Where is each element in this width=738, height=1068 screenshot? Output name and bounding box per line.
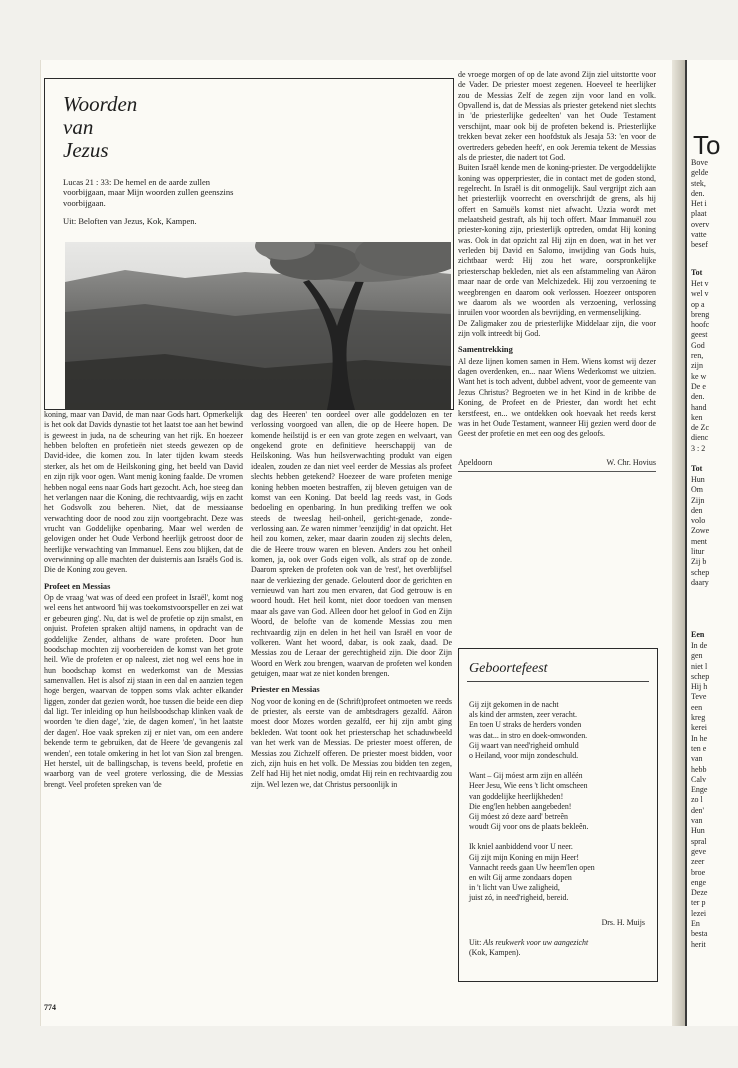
paragraph: De Zaligmaker zou de priesterlijke Middelaar zijn, die voor zijn volk intreedt bij God.	[458, 318, 656, 338]
stanza	[469, 842, 649, 903]
paragraph: dag des Heeren' ten oordeel over alle goddelozen en ter verlossing voorgoed van allen, die op de Heere hopen. De komende heilstijd is er een van grote zegen en welvaart, van ongekend grote en definitieve heerschappij van de Heilskoning. Was hun heilsverwachting produkt van eigen idealen, zouden ze dan niet veel eerder de Messias als profeet slechts hebben getekend? Hoezeer de ware profeten menige koning hebben moeten bestraffen, zij bleven getuigen van de komst van een Koning. Dat beeld lag reeds vast, in Gods bedoeling en openbaring. In hun prediking treffen we ook steeds de tweeslag heil-onheil, gericht-genade, zonde-verlossing aan. Ze waren nimmer 'eenzijdig' in dat opzicht. Het heil zou komen, zeker, maar daarin zouden zij slechts delen, die de Heere trouw waren en bleven. Anders zou het onheil komen, ja, ook over Gods eigen volk, als straf op de zonde. Daarom spreken de profeten ook van de 'rest', het overblijfsel naar de verkiezing der genade. Gelouterd door de gerichten en vernieuwd van hart zou men ervaren, dat God getrouw is en woord houdt. Het heil komt, niet door toedoen van mensen maar als gave van God. Alleen door het geloof in God en Zijn Woord, de belofte van de komende Messias zou men rechtvaardig zijn en delen in het heil van Israël en voor de volkeren. Want het woord, dabar, is ook zaak, daad. De Messias zou de Leraar der gerechtigheid zijn. Die door Zijn Woord en Werk zou brengen, waarvan de profeten wel konden getuigen, maar wat ze niet konden brengen.	[251, 410, 452, 678]
page-number: 774	[44, 1003, 56, 1012]
right-text-block	[691, 475, 709, 588]
right-text-line: wel v	[691, 289, 709, 299]
place: Apeldoorn	[458, 457, 493, 467]
right-subheading: Een	[691, 630, 705, 639]
poem-box	[458, 648, 658, 982]
stanza	[469, 700, 649, 761]
right-text-line: gen	[691, 651, 703, 661]
right-text-line: den.	[691, 392, 705, 402]
right-text-line: lezei	[691, 908, 707, 918]
right-text-line: hand	[691, 402, 707, 412]
right-text-line: Teve	[691, 692, 707, 702]
right-text-line: schep	[691, 671, 710, 681]
poem-line: Vannacht reeds gaan Uw heem'len open	[469, 862, 595, 872]
right-text-line: Zijn	[691, 495, 705, 505]
signature-line	[458, 458, 656, 472]
right-text-line: litur	[691, 547, 705, 557]
divider	[467, 681, 649, 682]
poem-line: juist zó, in need'righeid, bereid.	[469, 893, 569, 903]
poem-body	[469, 700, 649, 958]
bible-quote	[63, 177, 247, 235]
right-text-line: schep	[691, 567, 710, 577]
ref-title: Als reukwerk voor uw aangezicht	[483, 937, 589, 947]
right-text-line: Om	[691, 485, 703, 495]
right-text-line: Calv	[691, 774, 707, 784]
poem-line: En toen U straks de herders vonden	[469, 720, 582, 730]
poem-line: Want – Gij móest arm zijn en alléén	[469, 771, 583, 781]
right-text-line: besta	[691, 929, 708, 939]
right-text-line: zijn	[691, 361, 703, 371]
article-title	[63, 93, 137, 162]
right-text-line: gelde	[691, 168, 709, 178]
right-text-line: ten e	[691, 743, 707, 753]
right-text-line: In de	[691, 641, 708, 650]
right-text-line: ment	[691, 536, 707, 546]
right-text-line: Hun	[691, 826, 705, 836]
right-text-line: hoofc	[691, 320, 710, 330]
stanza	[469, 771, 649, 832]
paragraph: Op de vraag 'wat was of deed een profeet in Israël', komt nog wel eens het antwoord 'hij was toekomstvoorspeller en zei wat er gebeuren ging'. Nu, dat is wel de profetie op zijn smalst, en onjuist. Profeten spraken altijd namens, in opdracht van de goddelijke Zender, althans de ware profeten. Door hun boodschap mochten zij voorbereiden de komst van het grote heil. Wie de profeten er op naleest, ziet nog wel eens hoe in hun boodschap komst en wederkomst van de Messias samenvallen. Het is alsof zij staan in een dal en aanzien tegen hoge bergen, waarvan de toppen soms vlak achter elkander liggen, zonder dat gezien wordt, hoe tussen die beide een diep dal ligt. Ter inleiding op hun heilsboodschap klinken vaak de woorden 'te dien dage', 'zie, de dagen komen', 'in het laatste der dagen'. Hoe vaak spreken zij er niet van, om een andere bekende term te gebruiken, dat de Heere 'de gevangenis zal wenden', een totale omkering in het lot van Sion zal brengen. Het herstel, uit de ballingschap, is tevens beeld, profetie en waarborg van de veel grotere verlossing, die de Messias brengt. Veel profeten spreken van 'de	[44, 593, 243, 789]
poem-reference	[469, 938, 649, 958]
page-gutter	[672, 60, 685, 1026]
right-text-line: een	[691, 702, 703, 712]
right-text-line: Enge	[691, 785, 708, 795]
section-heading: Samentrekking	[458, 345, 513, 355]
paragraph: de vroege morgen of op de late avond Zijn ziel uitstortte voor de Vader. De priester moest zegenen. Hoeveel te heerlijker zou de Messias Zelf de zegen zijn voor land en volk. Opvallend is, dat de Messias als priester getekend niet slechts in 'de priesterlijke gedeelten' van het Oude Testament verschijnt, maar ook bij de profeten bekend is. Priesterlijke trekken bevat zeker een hoofdstuk als Jesaja 53: 'en voor de overtreders gebeden heeft', en ook Jeremia tekent de Messias als de priester, die nadert tot God.	[458, 70, 656, 162]
right-text-line: dienc	[691, 433, 709, 443]
column-3	[458, 70, 656, 472]
right-text-line: broe	[691, 867, 706, 877]
ref-prefix: Uit:	[469, 937, 482, 947]
olive-tree-photo	[65, 242, 451, 410]
poem-line: Heer Jesu, Wie eens 't licht omscheen	[469, 781, 588, 791]
right-text-line: geve	[691, 846, 707, 856]
title-box	[44, 78, 454, 410]
right-text-line: herit	[691, 939, 706, 949]
right-text-line: kerei	[691, 723, 707, 733]
poem-title: Geboortefeest	[469, 661, 548, 676]
author: W. Chr. Hovius	[606, 457, 656, 467]
right-text-line: den.	[691, 188, 705, 198]
right-text-line: De e	[691, 381, 706, 391]
right-text-line: de Zc	[691, 423, 709, 433]
title-line: Jezus	[63, 138, 109, 162]
column-1	[44, 410, 243, 790]
right-text-line: Hij h	[691, 682, 708, 692]
poem-line: in 't licht van Uwe zaligheid,	[469, 883, 560, 893]
poem-line: Gij zijt mijn Koning en mijn Heer!	[469, 852, 580, 862]
right-text-line: daary	[691, 577, 709, 587]
right-text-line: overv	[691, 219, 710, 229]
right-text-line: God	[691, 340, 705, 350]
quote-text: Lucas 21 : 33: De hemel en de aarde zullen voorbijgaan, maar Mijn woorden zullen geenszins voorbijgaan.	[63, 177, 234, 208]
right-text-line: In he	[691, 733, 708, 743]
poem-author: Drs. H. Muijs	[601, 917, 645, 927]
right-text-line: Het i	[691, 199, 707, 209]
right-text-line: ke w	[691, 371, 707, 381]
column-2	[251, 410, 452, 790]
right-text-line: kreg	[691, 713, 706, 723]
right-text-line: ter p	[691, 898, 706, 908]
right-text-line: Zowe	[691, 526, 710, 536]
right-text-line: enge	[691, 877, 707, 887]
right-text-line: den	[691, 505, 703, 515]
right-text-line: van	[691, 816, 703, 826]
quote-source: Uit: Beloften van Jezus, Kok, Kampen.	[63, 216, 197, 227]
right-text-line: Bove	[691, 158, 708, 167]
right-text-line: den'	[691, 805, 704, 815]
section-heading: Profeet en Messias	[44, 581, 111, 591]
right-subheading: Tot	[691, 268, 703, 277]
section-heading: Priester en Messias	[251, 685, 320, 695]
right-text-line: ken	[691, 412, 703, 422]
right-text-block	[691, 279, 709, 454]
paragraph: Nog voor de koning en de (Schrift)profeet ontmoeten we reeds de priester, als eerste van de ambtsdragers gezalfd. Aäron moest door Mozes worden gezalfd, eer hij zijn ambt ging bekleden. Wat toont ook het priesterschap het schaduwbeeld van het werk van de Messias. De priester moest offeren, de Messias zou Zichzelf offeren. De priester moest bidden, voor zich, zijn huis en het volk. De Messias zou bidden ten zegen, Zelf had Hij het niet nodig, omdat Hij rein en rechtvaardig zou zijn. Wel lezen we, dat Christus persoonlijk in	[251, 696, 452, 789]
right-text-line: 3 : 2	[691, 443, 706, 453]
ref-publisher: (Kok, Kampen).	[469, 948, 521, 958]
right-subheading: Tot	[691, 464, 703, 473]
title-line: van	[63, 115, 94, 139]
right-text-line: stek,	[691, 178, 706, 188]
paragraph: Buiten Israël kende men de koning-priester. De vergoddelijkte koning was opperpriester, die in contact met de goden stond, regelrecht. In Israël is dit onmogelijk. Saul vergrijpt zich aan het priesterlijk voorrecht en overschrijdt de grens, als hij offert en Samuëls komst niet afwacht. Uzzia wordt met melaatsheid gestraft, als hij toch offert. Maar Immanuël zou priester-koning zijn, priesterlijk optreden, omdat Hij koning was. Ook in dat opzicht zal Hij zijn en doen, wat in het ver verleden bij David en Salomo, inwijding van Gods huis, zichtbaar werd: Hij zou het ware, oorspronkelijke priesterschap bekleden, niet als een afstammeling van Aäron maar naar de orde van Melchizedek. Hij zou verzoening te weegbrengen en daarom ook verlossen. Hoezeer ontsporen we daarom als we woorden als verzoening, verlossing inruilen voor woorden als bevrijding, en vermenselijking.	[458, 163, 656, 318]
right-page	[685, 60, 738, 1026]
right-text-line: op a	[691, 299, 705, 309]
right-text-line: Deze	[691, 888, 708, 898]
right-text-line: vatte	[691, 230, 707, 240]
right-text-line: zo l	[691, 795, 703, 805]
right-text-line: Het v	[691, 279, 709, 288]
poem-line: woudt Gij voor ons de plaats bekleên.	[469, 822, 589, 832]
poem-line: en wilt Gij arme zondaars dopen	[469, 873, 572, 883]
right-text-line: spral	[691, 836, 707, 846]
poem-line: Ik kniel aanbiddend voor U neer.	[469, 842, 573, 852]
poem-line: van goddelijke heerlijkheden!	[469, 791, 564, 801]
right-text-line: van	[691, 754, 703, 764]
right-text-line: niet l	[691, 661, 708, 671]
right-text-line: geest	[691, 330, 708, 340]
poem-line: Gij waart van need'righeid omhuld	[469, 740, 579, 750]
poem-line: Gij zijt gekomen in de nacht	[469, 700, 559, 709]
right-text-line: zeer	[691, 857, 705, 867]
poem-line: Die eng'len hebben aangebeden!	[469, 801, 572, 811]
right-text-line: Zij b	[691, 557, 707, 567]
right-text-line: hebb	[691, 764, 707, 774]
right-text-line: breng	[691, 309, 710, 319]
poem-line: was dat... in stro en doek-omwonden.	[469, 730, 588, 740]
right-text-line: ren,	[691, 351, 704, 361]
right-text-line: plaat	[691, 209, 707, 219]
right-text-block	[691, 158, 709, 251]
title-line: Woorden	[63, 92, 138, 116]
paragraph: koning, maar van David, de man naar Gods hart. Opmerkelijk is het ook dat Davids dynastie tot het laatst toe aan het bewind is geweest in juda, na de scheuring van het rijk. En hoezeer hebben beloften en profetieën niet steeds gewezen op de David-idee, die komen zou. In later tijden kwam steeds sterker, als het om de Heilskoning ging, het beeld van David en zijn rijk voor ogen. Want menig koning faalde. De vromen hebben nogal eens naar Gods hart gezocht. Ach, hoe steeg dan het verlangen naar die Koning, die rechtvaardig, wijs en zacht het Godsvolk zou beheren. Niet, dat de messiaanse verwachting door de nood zou zijn voortgebracht. Deze was vrucht van Goddelijke openbaring. Maar wel werden de gelovigen onder het Oude Verbond heerlijk getroost door de heerlijke verwachting van Immanuel. Eens zou blijken, dat de overwinning op alle machten der duisternis aan Israëls God is. Die de Koning zou geven.	[44, 410, 243, 575]
poem-line: o Heiland, voor mijn zondeschuld.	[469, 751, 579, 761]
poem-line: als kind der armsten, zeer veracht.	[469, 710, 578, 720]
right-text-block	[691, 641, 709, 950]
poem-line: Gij móest zó deze aard' betreên	[469, 812, 568, 822]
paragraph: Al deze lijnen komen samen in Hem. Wiens komst wij dezer dagen overdenken, en... naar Wiens Wederkomst we uitzien. Want het is toch advent, dubbel advent, voor de gemeente van Jezus Christus? Begroeten we in het Kind in de kribbe de Koning, de Profeet en de Priester, dan wordt het echt kerstfeest, en... we ontdekken ook hoevaak het reeds kerst was in het Oude Testament, wanneer Hij gezien werd door de Geest der profetie en met een oog des geloofs.	[458, 356, 656, 439]
right-text-line: En	[691, 919, 700, 929]
right-text-line: besef	[691, 240, 708, 250]
right-text-line: Hun	[691, 475, 705, 484]
right-page-heading: To	[693, 130, 721, 160]
right-text-line: volo	[691, 516, 706, 526]
